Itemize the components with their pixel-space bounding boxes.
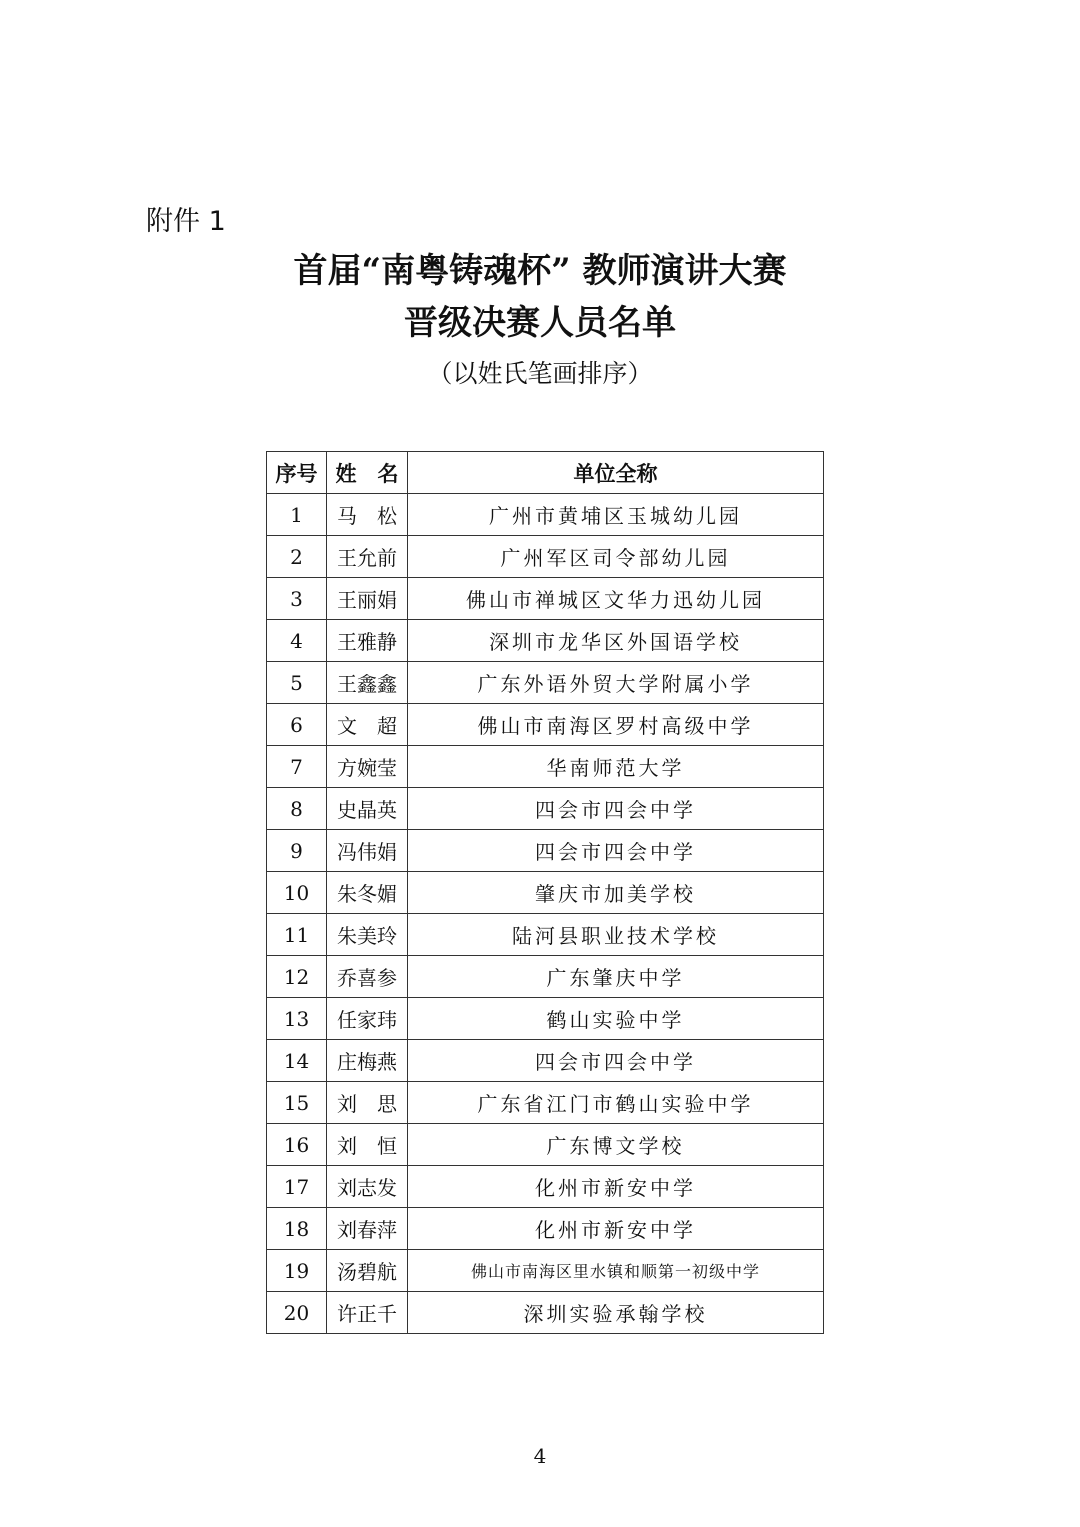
page-number: 4 <box>533 1444 547 1468</box>
row-unit: 广州军区司令部幼儿园 <box>408 536 824 578</box>
row-name: 王允前 <box>327 536 408 578</box>
row-name: 方婉莹 <box>327 746 408 788</box>
document-title-line1: 首届“南粤铸魂杯” 教师演讲大赛 <box>293 251 787 291</box>
row-name: 任家玮 <box>327 998 408 1040</box>
row-name: 刘春萍 <box>327 1208 408 1250</box>
table-row <box>267 746 824 788</box>
table-row <box>267 1292 824 1334</box>
header-unit: 单位全称 <box>408 452 824 494</box>
row-name: 刘 思 <box>327 1082 408 1124</box>
row-name: 汤碧航 <box>327 1250 408 1292</box>
row-number: 19 <box>267 1250 327 1292</box>
row-number: 20 <box>267 1292 327 1334</box>
table-row <box>267 830 824 872</box>
row-unit: 化州市新安中学 <box>408 1208 824 1250</box>
row-name: 史晶英 <box>327 788 408 830</box>
row-number: 4 <box>267 620 327 662</box>
row-unit: 广州市黄埔区玉城幼儿园 <box>408 494 824 536</box>
row-name: 王丽娟 <box>327 578 408 620</box>
table-row <box>267 536 824 578</box>
table-row <box>267 704 824 746</box>
table-row <box>267 1124 824 1166</box>
row-unit: 深圳实验承翰学校 <box>408 1292 824 1334</box>
header-number: 序号 <box>267 452 327 494</box>
row-name: 文 超 <box>327 704 408 746</box>
row-unit: 四会市四会中学 <box>408 1040 824 1082</box>
row-number: 18 <box>267 1208 327 1250</box>
table-row <box>267 914 824 956</box>
row-unit: 化州市新安中学 <box>408 1166 824 1208</box>
row-number: 11 <box>267 914 327 956</box>
row-unit: 华南师范大学 <box>408 746 824 788</box>
table-row <box>267 1082 824 1124</box>
row-name: 刘 恒 <box>327 1124 408 1166</box>
table-row <box>267 662 824 704</box>
row-name: 庄梅燕 <box>327 1040 408 1082</box>
row-unit: 佛山市南海区里水镇和顺第一初级中学 <box>408 1250 824 1292</box>
row-unit: 广东外语外贸大学附属小学 <box>408 662 824 704</box>
row-number: 13 <box>267 998 327 1040</box>
table-row <box>267 1250 824 1292</box>
row-number: 14 <box>267 1040 327 1082</box>
row-name: 朱美玲 <box>327 914 408 956</box>
row-number: 16 <box>267 1124 327 1166</box>
finalists-table <box>266 451 824 1334</box>
row-number: 2 <box>267 536 327 578</box>
row-number: 17 <box>267 1166 327 1208</box>
row-number: 8 <box>267 788 327 830</box>
row-name: 乔喜参 <box>327 956 408 998</box>
row-number: 6 <box>267 704 327 746</box>
row-name: 王鑫鑫 <box>327 662 408 704</box>
table-row <box>267 1040 824 1082</box>
table-row <box>267 872 824 914</box>
row-name: 许正千 <box>327 1292 408 1334</box>
row-number: 15 <box>267 1082 327 1124</box>
row-number: 10 <box>267 872 327 914</box>
table-row <box>267 620 824 662</box>
table-row <box>267 1208 824 1250</box>
row-name: 马 松 <box>327 494 408 536</box>
row-name: 刘志发 <box>327 1166 408 1208</box>
row-unit: 广东省江门市鹤山实验中学 <box>408 1082 824 1124</box>
row-number: 9 <box>267 830 327 872</box>
row-unit: 鹤山实验中学 <box>408 998 824 1040</box>
row-unit: 广东博文学校 <box>408 1124 824 1166</box>
table-row <box>267 1166 824 1208</box>
row-name: 朱冬媚 <box>327 872 408 914</box>
row-number: 1 <box>267 494 327 536</box>
row-unit: 佛山市禅城区文华力迅幼儿园 <box>408 578 824 620</box>
attachment-label: 附件 1 <box>146 206 226 237</box>
table-header-row <box>267 452 824 494</box>
row-unit: 四会市四会中学 <box>408 830 824 872</box>
row-name: 冯伟娟 <box>327 830 408 872</box>
row-unit: 陆河县职业技术学校 <box>408 914 824 956</box>
header-name: 姓 名 <box>327 452 408 494</box>
row-unit: 四会市四会中学 <box>408 788 824 830</box>
row-unit: 深圳市龙华区外国语学校 <box>408 620 824 662</box>
row-number: 12 <box>267 956 327 998</box>
row-unit: 广东肇庆中学 <box>408 956 824 998</box>
document-subtitle: （以姓氏笔画排序） <box>427 359 653 388</box>
row-number: 7 <box>267 746 327 788</box>
table-row <box>267 998 824 1040</box>
row-unit: 肇庆市加美学校 <box>408 872 824 914</box>
table-row <box>267 578 824 620</box>
row-number: 3 <box>267 578 327 620</box>
table-row <box>267 494 824 536</box>
document-title-line2: 晋级决赛人员名单 <box>404 303 676 343</box>
row-number: 5 <box>267 662 327 704</box>
row-unit: 佛山市南海区罗村高级中学 <box>408 704 824 746</box>
row-name: 王雅静 <box>327 620 408 662</box>
table-row <box>267 956 824 998</box>
table-row <box>267 788 824 830</box>
